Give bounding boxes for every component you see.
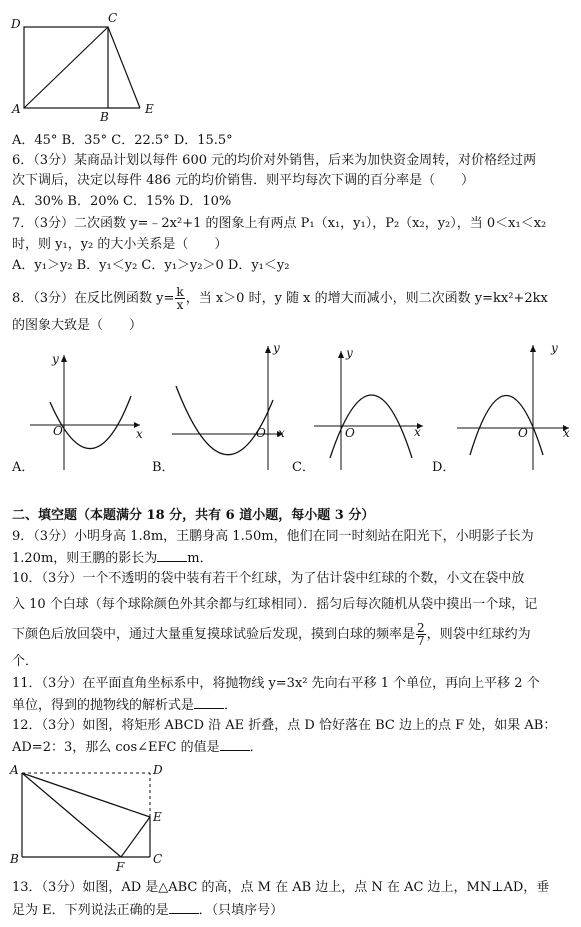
q9-line2-a: 1.20m，则王鹏的影长为 [12,551,158,566]
graph-d-label: D． [432,460,456,475]
label-E: E [145,102,154,116]
q9-line2-b: m． [187,551,213,566]
q10-line3-b: ，则袋中红球约为 [426,627,531,642]
q8-fraction [175,286,184,311]
q11-line1: 11．（3分）在平面直角坐标系中，将抛物线 y=3x² 先向右平移 1 个单位，再向上平移 2 个 [12,676,540,691]
graph-b [172,341,285,470]
graph-d-x: x [563,426,570,440]
q6-line2: 次下调后，决定以每件 486 元的均价销售．则平均每次下调的百分率是（ ） [12,173,475,188]
q6-line1: 6．（3分）某商品计划以每件 600 元的均价对外销售，后来为加快资金周转，对价格经过两 [12,153,537,168]
q8-graphs [0,340,581,480]
q11-blank [194,697,224,709]
label-A2: A [10,763,19,777]
q10-frac-num: 2 [417,621,425,635]
q9-blank [157,550,187,562]
graph-a-y: y [52,352,59,366]
q12-line2-b: ． [249,740,263,755]
q10-line2: 入 10 个白球（每个球除颜色外其余都与红球相同）．摇匀后每次随机从袋中摸出一个球，记 [12,597,538,612]
q13-line2-a: 足为 E．下列说法正确的是 [12,903,169,918]
graph-b-y: y [273,341,280,355]
q8-line2: 的图象大致是（ ） [12,318,143,333]
q11-line2-b: ． [224,698,238,713]
q5-options: A．45° B．35° C．22.5° D．15.5° [12,133,233,148]
graph-b-x: x [278,426,285,440]
q7-line2: 时，则 y₁，y₂ 的大小关系是（ ） [12,237,228,252]
q13-line2 [12,902,283,919]
graph-c-y: y [346,346,353,360]
label-E2: E [153,810,162,824]
q8-line1 [12,286,548,311]
q13-blank [169,902,199,914]
q8-prefix: 8．（3分）在反比例函数 y= [12,291,175,306]
graph-d [457,341,570,470]
q12-line2 [12,739,263,756]
q12-line2-a: AD=2：3，那么 cos∠EFC 的值是 [12,740,220,755]
label-C2: C [153,852,163,866]
label-D: D [11,17,21,31]
q9-line1: 9．（3分）小明身高 1.8m，王鹏身高 1.50m，他们在同一时刻站在阳光下，小明影子长为 [12,529,534,544]
label-B: B [100,110,109,124]
label-A: A [12,102,21,116]
q10-fraction [416,622,426,647]
label-C: C [108,11,118,25]
q10-line3 [12,622,531,647]
q10-line4: 个． [12,654,39,669]
figure-folded-rectangle [0,760,581,880]
graph-c-label: C． [292,460,315,475]
q11-line2 [12,697,237,714]
q10-line1: 10．（3分）一个不透明的袋中装有若干个红球，为了估计袋中红球的个数，小文在袋中放 [12,571,525,586]
q12-blank [220,739,250,751]
q8-frac-den: x [176,298,184,312]
graph-a-x: x [136,427,143,441]
label-F2: F [116,860,125,874]
graph-c-x: x [414,425,421,439]
q8-suffix: ，当 x＞0 时，y 随 x 的增大而减小，则二次函数 y=kx²+2kx [185,291,548,306]
q13-line2-b: ．（只填序号） [198,903,284,918]
q8-frac-num: k [176,285,184,299]
q7-options: A．y₁＞y₂ B．y₁＜y₂ C．y₁＞y₂＞0 D．y₁＜y₂ [12,258,290,273]
graph-c-o: O [345,426,355,440]
graph-c [314,346,423,470]
graph-a-label: A． [12,460,35,475]
graph-a-o: O [53,424,63,438]
q7-line1: 7．（3分）二次函数 y=﹣2x²+1 的图象上有两点 P₁（x₁，y₁），P₂（x₂，y₂），当 0＜x₁＜x₂ [12,216,547,231]
q10-line3-a: 下颜色后放回袋中，通过大量重复摸球试验后发现，摸到白球的频率是 [12,627,416,642]
q6-options: A．30% B．20% C．15% D．10% [12,194,232,209]
q11-line2-a: 单位，得到的抛物线的解析式是 [12,698,195,713]
graph-b-o: O [256,426,266,440]
section-2-heading: 二、填空题（本题满分 18 分，共有 6 道小题，每小题 3 分） [12,508,375,523]
q13-line1: 13．（3分）如图，AD 是△ABC 的高，点 M 在 AB 边上，点 N 在 AC 边上，MN⊥AD，垂 [12,880,550,895]
graph-d-o: O [518,426,528,440]
graph-b-label: B． [152,460,175,475]
graph-a [30,352,143,470]
q9-line2 [12,550,213,567]
figure-square-triangle [0,0,581,130]
q10-frac-den: 7 [417,634,425,648]
label-D2: D [153,763,163,777]
label-B2: B [10,852,19,866]
q12-line1: 12．（3分）如图，将矩形 ABCD 沿 AE 折叠，点 D 恰好落在 BC 边上的点 F 处，如果 AB： [12,718,557,733]
graph-d-y: y [551,341,558,355]
